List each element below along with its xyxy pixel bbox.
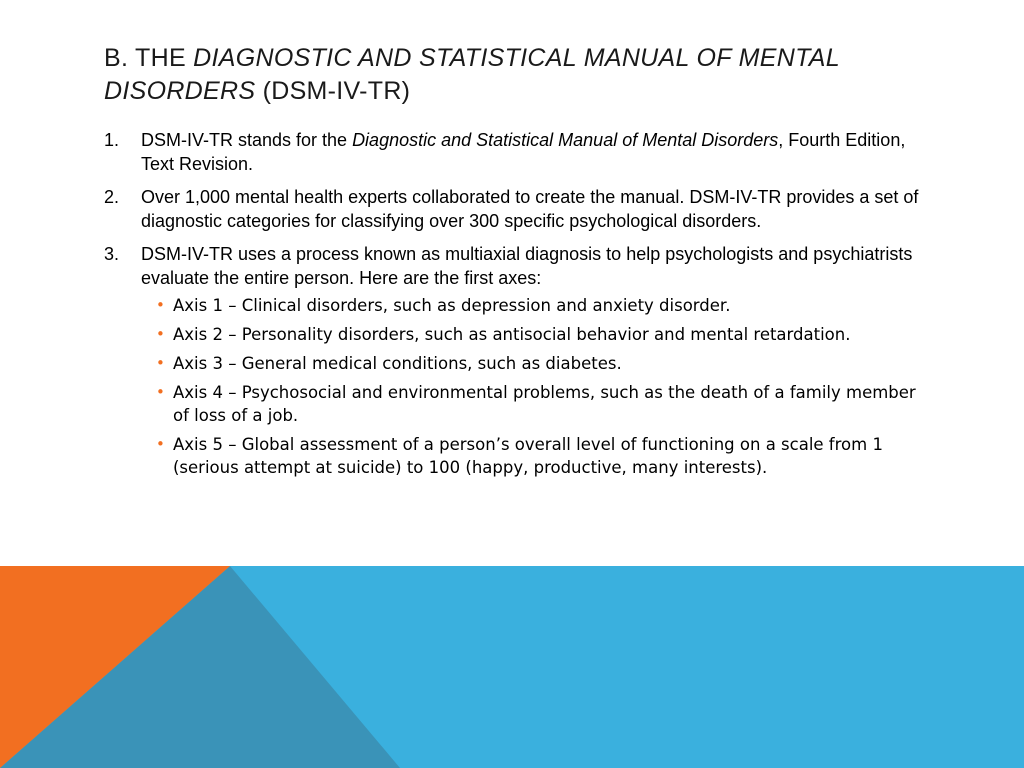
axis-item-1	[141, 294, 934, 317]
title-italic: DIAGNOSTIC AND STATISTICAL MANUAL OF MENTAL DISORDERS	[104, 44, 840, 105]
bullet-icon: •	[156, 325, 165, 343]
item-text: Over 1,000 mental health experts collaborated to create the manual. DSM-IV-TR provides a set of diagnostic categories for classifying over 300 specific psychological disorders.	[141, 187, 919, 231]
list-item-1	[104, 128, 934, 176]
bullet-icon: •	[156, 383, 165, 401]
item-number: 2.	[104, 187, 120, 207]
list-item-3	[104, 242, 934, 479]
axis-text: Axis 3 – General medical conditions, such as diabetes.	[173, 354, 622, 373]
slide-content	[104, 128, 934, 488]
bullet-icon: •	[156, 435, 165, 453]
item-text: , Fourth Edition, Text Revision.	[141, 130, 906, 174]
axis-text: Axis 5 – Global assessment of a person’s overall level of functioning on a scale from 1 (serious attempt at suicide) to 100 (happy, productive, many interests).	[173, 435, 883, 477]
title-suffix: (DSM-IV-TR)	[255, 77, 411, 105]
decorative-footer-shapes	[0, 566, 1024, 768]
axis-item-4	[141, 381, 934, 427]
axis-item-5	[141, 433, 934, 479]
numbered-list	[104, 128, 934, 479]
slide-title	[104, 42, 904, 108]
axis-text: Axis 4 – Psychosocial and environmental problems, such as the death of a family member of loss of a job.	[173, 383, 916, 425]
bullet-icon: •	[156, 354, 165, 372]
axes-list	[141, 294, 934, 479]
item-italic-text: Diagnostic and Statistical Manual of Mental Disorders	[352, 130, 779, 150]
item-number: 3.	[104, 244, 120, 264]
title-prefix: B. THE	[104, 44, 194, 72]
item-text: DSM-IV-TR uses a process known as multiaxial diagnosis to help psychologists and psychiatrists evaluate the entire person. Here are the first axes:	[141, 244, 913, 288]
bullet-icon: •	[156, 296, 165, 314]
item-number: 1.	[104, 130, 120, 150]
axis-text: Axis 1 – Clinical disorders, such as depression and anxiety disorder.	[173, 296, 731, 315]
list-item-2	[104, 185, 934, 233]
axis-text: Axis 2 – Personality disorders, such as antisocial behavior and mental retardation.	[173, 325, 851, 344]
axis-item-2	[141, 323, 934, 346]
item-text: DSM-IV-TR stands for the	[141, 130, 353, 150]
axis-item-3	[141, 352, 934, 375]
